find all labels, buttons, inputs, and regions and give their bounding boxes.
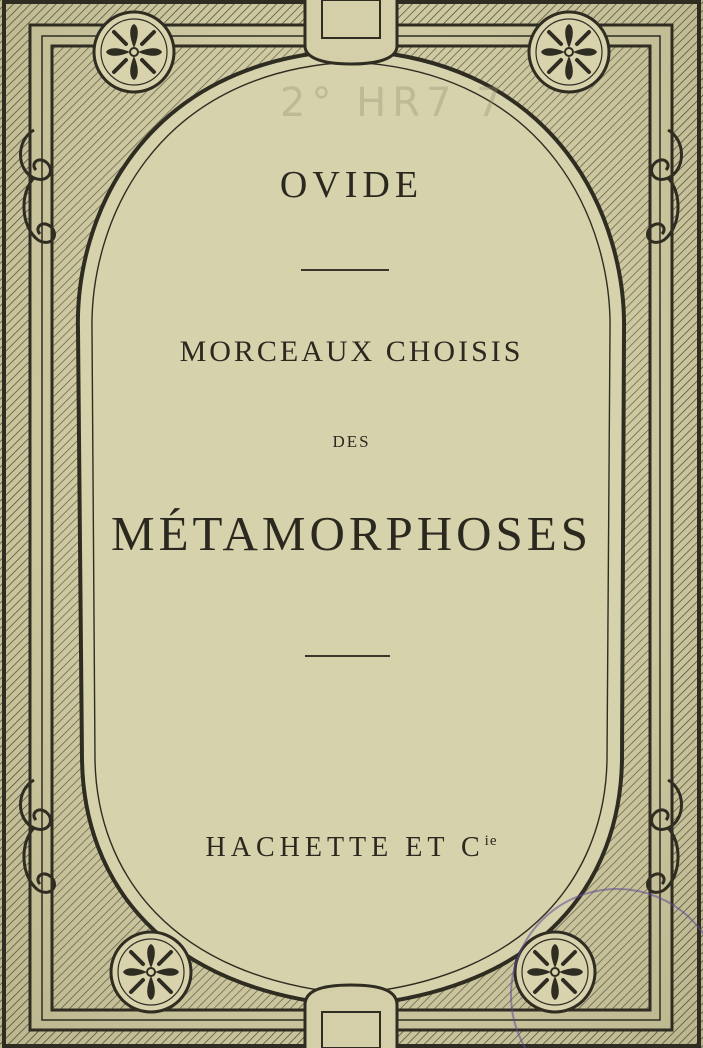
publisher-suffix: ie	[484, 833, 498, 849]
faint-shelfmark: 2° HR7 7	[280, 80, 508, 126]
divider-rule	[305, 655, 390, 657]
publisher-text: HACHETTE ET C	[205, 832, 485, 863]
publisher-name	[0, 832, 703, 864]
connector-word: DES	[332, 432, 371, 451]
author-name: OVIDE	[279, 164, 424, 206]
divider-rule	[301, 269, 389, 271]
book-title: MÉTAMORPHOSES	[111, 506, 592, 561]
subtitle: MORCEAUX CHOISIS	[179, 335, 524, 368]
